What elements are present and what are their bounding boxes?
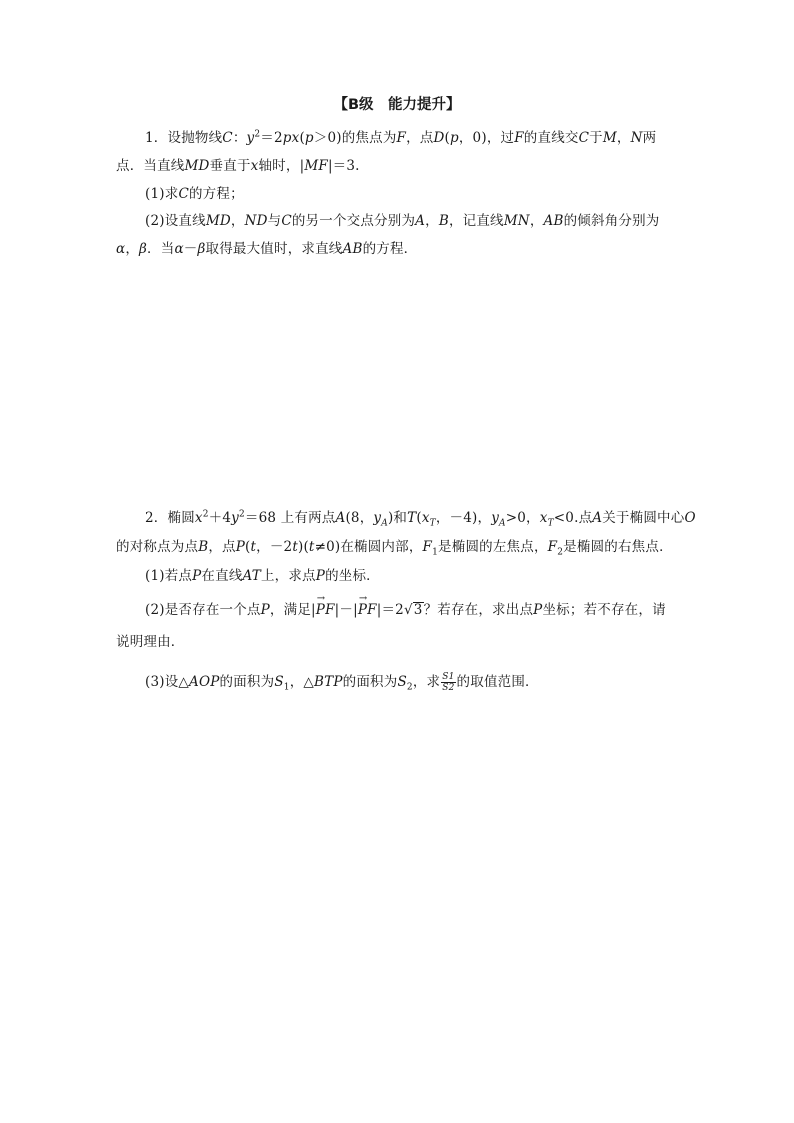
vector-pf2: → PF bbox=[358, 600, 377, 620]
q1-line-1: 1．设抛物线C：$y^2=2px(p>0)$的焦点为F，点D(p，0)，过F的直线交C于M，N两 bbox=[145, 129, 657, 146]
q2-line-1: 2．椭圆$x^2+4y^2=68$ 上有两点A(8，$y_A$)和$T(x_T$，－4)，$y_A>0$，$x_T<0$.点A关于椭圆中心O bbox=[145, 509, 696, 529]
vector-pf1: → PF bbox=[316, 600, 335, 620]
q2-part-2-line-1: (2)是否存在一个点P，满足|→ PF|－|→ PF|＝2√3？若存在，求出点P坐标；若不存在，请 bbox=[145, 600, 711, 620]
q1-line-2: 点．当直线MD垂直于x轴时，|MF|＝3. bbox=[116, 158, 360, 174]
q1-part-1: (1)求C的方程； bbox=[145, 186, 244, 202]
fraction-s1-over-s2: $\frac{S1}{S2}$ bbox=[442, 672, 455, 693]
q2-number: 2．椭圆 bbox=[145, 510, 195, 526]
q2-part-3: (3)设△AOP的面积为$S_1$，△BTP的面积为$S_2$，求 $\frac{S1}{S2}$ 的取值范围． bbox=[145, 672, 539, 693]
q1-number: 1．设抛物线 bbox=[145, 130, 223, 146]
q2-part-1: (1)若点P在直线AT上，求点P的坐标． bbox=[145, 568, 380, 584]
section-title: 【B级 能力提升】 bbox=[333, 97, 461, 113]
q1-part-2-line-2: α，β．当α－β取得最大值时，求直线AB的方程． bbox=[116, 241, 418, 257]
q2-part-2-line-2: 说明理由． bbox=[116, 634, 185, 650]
q1-part-2-line-1: (2)设直线MD，ND与C的另一个交点分别为A，B，记直线MN，AB的倾斜角分别为 bbox=[145, 213, 660, 229]
q2-line-2: 的对称点为点B，点P(t，－2t)(t≠0)在椭圆内部，$F_1$是椭圆的左焦点，$F_2$是椭圆的右焦点． bbox=[116, 539, 673, 558]
sqrt-symbol: √ bbox=[403, 602, 413, 618]
